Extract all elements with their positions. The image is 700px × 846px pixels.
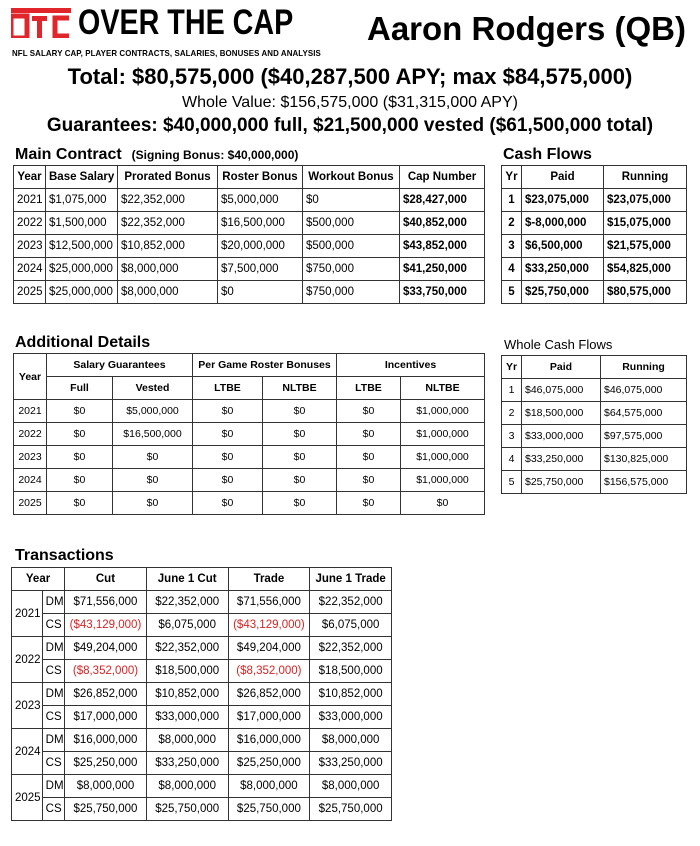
row-label: CS (42, 706, 64, 729)
additional-details-title: Additional Details (15, 334, 151, 351)
otc-logo-icon (11, 8, 71, 38)
table-cell: $17,000,000 (65, 706, 147, 729)
table-cell: $49,204,000 (228, 637, 310, 660)
table-cell: $33,250,000 (522, 258, 604, 281)
table-cell: ($43,129,000) (228, 614, 310, 637)
table-cell: $21,575,000 (604, 235, 687, 258)
table-cell: $10,852,000 (310, 683, 392, 706)
table-cell: ($43,129,000) (65, 614, 147, 637)
main-contract-table (13, 165, 485, 304)
table-row (12, 591, 392, 614)
table-cell: $0 (47, 423, 113, 446)
table-cell: $16,000,000 (228, 729, 310, 752)
table-cell: $8,000,000 (65, 775, 147, 798)
row-label: DM (42, 683, 64, 706)
row-label: DM (42, 729, 64, 752)
table-cell: $0 (193, 469, 263, 492)
table-cell: $49,204,000 (65, 637, 147, 660)
table-cell: $64,575,000 (601, 402, 687, 425)
table-cell: $33,000,000 (522, 425, 601, 448)
table-cell: 2022 (14, 423, 47, 446)
table-cell: $-8,000,000 (522, 212, 604, 235)
column-header: Cut (65, 568, 147, 591)
row-label: DM (42, 637, 64, 660)
transactions-table (11, 567, 392, 821)
column-header: Cap Number (400, 166, 485, 189)
column-header: Running (601, 356, 687, 379)
table-row (502, 448, 687, 471)
table-cell: $25,750,000 (146, 798, 228, 821)
table-cell: $25,750,000 (522, 471, 601, 494)
table-row (12, 706, 392, 729)
column-header: Full (47, 377, 113, 400)
table-cell: 5 (502, 281, 522, 304)
table-cell: $33,250,000 (146, 752, 228, 775)
column-header: Trade (228, 568, 310, 591)
table-cell: $0 (263, 492, 337, 515)
table-row (502, 281, 687, 304)
table-row (14, 400, 485, 423)
table-cell: $16,500,000 (218, 212, 303, 235)
table-cell: 2023 (14, 235, 46, 258)
column-header: Vested (113, 377, 193, 400)
table-cell: $20,000,000 (218, 235, 303, 258)
column-header: Paid (522, 356, 601, 379)
table-cell: 2021 (14, 400, 47, 423)
table-cell: $22,352,000 (310, 591, 392, 614)
row-label: CS (42, 752, 64, 775)
table-cell: $40,852,000 (400, 212, 485, 235)
table-cell: $23,075,000 (522, 189, 604, 212)
table-row (502, 471, 687, 494)
table-cell: $0 (113, 446, 193, 469)
table-cell: 2021 (14, 189, 46, 212)
table-header-row (502, 166, 687, 189)
group-header-row (14, 354, 485, 377)
table-cell: $0 (263, 446, 337, 469)
whole-value: Whole Value: $156,575,000 ($31,315,000 APY) (182, 94, 518, 111)
year-cell: 2023 (12, 683, 43, 729)
table-cell: 2023 (14, 446, 47, 469)
table-cell: $46,075,000 (601, 379, 687, 402)
table-header-row (14, 166, 485, 189)
table-cell: $18,500,000 (522, 402, 601, 425)
table-cell: $0 (401, 492, 485, 515)
table-cell: $0 (337, 469, 401, 492)
table-header-row (502, 356, 687, 379)
table-header-row (12, 568, 392, 591)
table-cell: $6,075,000 (310, 614, 392, 637)
guarantees: Guarantees: $40,000,000 full, $21,500,000 vested ($61,500,000 total) (46, 115, 654, 136)
table-cell: $22,352,000 (146, 591, 228, 614)
column-header: Yr (502, 166, 522, 189)
table-cell: $0 (337, 423, 401, 446)
table-row (12, 683, 392, 706)
table-cell: $500,000 (303, 212, 400, 235)
table-cell: $1,075,000 (46, 189, 118, 212)
table-cell: $22,352,000 (118, 189, 218, 212)
table-cell: $25,000,000 (46, 258, 118, 281)
table-cell: $16,500,000 (113, 423, 193, 446)
cash-flows-table (501, 165, 687, 304)
column-header: Salary Guarantees (47, 354, 193, 377)
table-row (12, 660, 392, 683)
table-cell: $750,000 (303, 281, 400, 304)
table-cell: $10,852,000 (118, 235, 218, 258)
table-cell: 3 (502, 425, 522, 448)
table-cell: $17,000,000 (228, 706, 310, 729)
table-cell: 2024 (14, 469, 47, 492)
sub-header-row (14, 377, 485, 400)
table-row (12, 729, 392, 752)
table-cell: $12,500,000 (46, 235, 118, 258)
column-header: Year (14, 354, 47, 400)
table-cell: $16,000,000 (65, 729, 147, 752)
table-row (12, 752, 392, 775)
brand-name: OVER THE CAP (78, 3, 294, 42)
table-cell: $1,000,000 (401, 469, 485, 492)
table-cell: $80,575,000 (604, 281, 687, 304)
table-cell: 2025 (14, 281, 46, 304)
table-cell: $7,500,000 (218, 258, 303, 281)
table-cell: $0 (193, 492, 263, 515)
table-cell: $18,500,000 (310, 660, 392, 683)
table-cell: $22,352,000 (146, 637, 228, 660)
column-header: Workout Bonus (303, 166, 400, 189)
table-cell: $8,000,000 (146, 729, 228, 752)
table-cell: $5,000,000 (113, 400, 193, 423)
table-cell: $6,075,000 (146, 614, 228, 637)
table-row (12, 798, 392, 821)
table-row (14, 258, 485, 281)
table-cell: $26,852,000 (228, 683, 310, 706)
column-header: Prorated Bonus (118, 166, 218, 189)
table-cell: $33,250,000 (310, 752, 392, 775)
table-cell: $25,000,000 (46, 281, 118, 304)
table-cell: $750,000 (303, 258, 400, 281)
table-cell: 2 (502, 212, 522, 235)
table-row (502, 425, 687, 448)
table-row (502, 379, 687, 402)
table-cell: $41,250,000 (400, 258, 485, 281)
column-header: Roster Bonus (218, 166, 303, 189)
column-header: June 1 Trade (310, 568, 392, 591)
table-cell: $0 (337, 446, 401, 469)
table-cell: $0 (193, 423, 263, 446)
column-header: Yr (502, 356, 522, 379)
table-cell: $25,750,000 (310, 798, 392, 821)
table-row (502, 402, 687, 425)
table-cell: $0 (113, 492, 193, 515)
main-contract-title (15, 146, 298, 164)
table-cell: $8,000,000 (228, 775, 310, 798)
table-cell: 2022 (14, 212, 46, 235)
table-row (502, 212, 687, 235)
table-row (12, 775, 392, 798)
table-cell: $43,852,000 (400, 235, 485, 258)
table-row (12, 614, 392, 637)
table-cell: $26,852,000 (65, 683, 147, 706)
table-cell: $5,000,000 (218, 189, 303, 212)
brand-tagline: NFL SALARY CAP, PLAYER CONTRACTS, SALARIES, BONUSES AND ANALYSIS (12, 48, 321, 58)
table-cell: $54,825,000 (604, 258, 687, 281)
column-header: NLTBE (263, 377, 337, 400)
table-cell: $25,250,000 (228, 752, 310, 775)
table-cell: $28,427,000 (400, 189, 485, 212)
table-cell: $8,000,000 (310, 775, 392, 798)
table-cell: $500,000 (303, 235, 400, 258)
table-cell: $33,000,000 (310, 706, 392, 729)
table-row (14, 492, 485, 515)
table-cell: $71,556,000 (228, 591, 310, 614)
column-header: Per Game Roster Bonuses (193, 354, 337, 377)
table-cell: $97,575,000 (601, 425, 687, 448)
table-cell: $156,575,000 (601, 471, 687, 494)
table-row (14, 446, 485, 469)
table-cell: $1,000,000 (401, 423, 485, 446)
table-cell: $23,075,000 (604, 189, 687, 212)
row-label: CS (42, 660, 64, 683)
table-cell: 3 (502, 235, 522, 258)
row-label: DM (42, 591, 64, 614)
table-cell: $6,500,000 (522, 235, 604, 258)
table-cell: $33,000,000 (146, 706, 228, 729)
row-label: CS (42, 614, 64, 637)
column-header: Base Salary (46, 166, 118, 189)
table-cell: $8,000,000 (118, 258, 218, 281)
table-cell: ($8,352,000) (228, 660, 310, 683)
table-cell: $0 (263, 400, 337, 423)
table-cell: $0 (47, 446, 113, 469)
table-cell: $130,825,000 (601, 448, 687, 471)
table-cell: 2025 (14, 492, 47, 515)
table-cell: $25,750,000 (522, 281, 604, 304)
table-cell: $0 (47, 469, 113, 492)
table-row (12, 637, 392, 660)
table-cell: $0 (47, 400, 113, 423)
column-header: Paid (522, 166, 604, 189)
row-label: DM (42, 775, 64, 798)
table-cell: $0 (193, 446, 263, 469)
table-cell: $25,750,000 (65, 798, 147, 821)
whole-cash-flows-title: Whole Cash Flows (504, 337, 613, 352)
table-row (502, 235, 687, 258)
table-cell: $25,750,000 (228, 798, 310, 821)
table-cell: $18,500,000 (146, 660, 228, 683)
transactions-title: Transactions (15, 547, 114, 564)
table-cell: $8,000,000 (146, 775, 228, 798)
table-row (502, 258, 687, 281)
table-cell: $1,500,000 (46, 212, 118, 235)
column-header: NLTBE (401, 377, 485, 400)
table-cell: $0 (47, 492, 113, 515)
additional-details-table (13, 353, 485, 515)
table-cell: $22,352,000 (118, 212, 218, 235)
table-row (502, 189, 687, 212)
table-cell: $1,000,000 (401, 400, 485, 423)
table-cell: $1,000,000 (401, 446, 485, 469)
table-row (14, 281, 485, 304)
table-cell: $0 (218, 281, 303, 304)
column-header: Incentives (337, 354, 485, 377)
year-cell: 2024 (12, 729, 43, 775)
table-cell: $0 (263, 469, 337, 492)
table-cell: $46,075,000 (522, 379, 601, 402)
column-header: Year (14, 166, 46, 189)
table-row (14, 469, 485, 492)
table-cell: ($8,352,000) (65, 660, 147, 683)
table-cell: $0 (193, 400, 263, 423)
table-cell: $25,250,000 (65, 752, 147, 775)
table-cell: $71,556,000 (65, 591, 147, 614)
cash-flows-title: Cash Flows (503, 146, 592, 163)
column-header: June 1 Cut (146, 568, 228, 591)
table-cell: $0 (263, 423, 337, 446)
row-label: CS (42, 798, 64, 821)
table-row (14, 235, 485, 258)
table-cell: 4 (502, 448, 522, 471)
table-cell: 2 (502, 402, 522, 425)
table-row (14, 212, 485, 235)
table-cell: 1 (502, 189, 522, 212)
table-cell: $0 (113, 469, 193, 492)
year-cell: 2022 (12, 637, 43, 683)
table-cell: $0 (303, 189, 400, 212)
contract-total: Total: $80,575,000 ($40,287,500 APY; max $84,575,000) (67, 64, 633, 89)
table-cell: $8,000,000 (118, 281, 218, 304)
table-cell: 2024 (14, 258, 46, 281)
table-cell: 4 (502, 258, 522, 281)
table-row (14, 189, 485, 212)
table-cell: 5 (502, 471, 522, 494)
table-cell: $33,750,000 (400, 281, 485, 304)
column-header: LTBE (193, 377, 263, 400)
table-cell: $0 (337, 492, 401, 515)
table-cell: 1 (502, 379, 522, 402)
main-contract-title-text: Main Contract (15, 146, 122, 163)
table-cell: $33,250,000 (522, 448, 601, 471)
signing-bonus: (Signing Bonus: $40,000,000) (131, 148, 299, 162)
column-header: Year (12, 568, 65, 591)
year-cell: 2025 (12, 775, 43, 821)
table-cell: $8,000,000 (310, 729, 392, 752)
year-cell: 2021 (12, 591, 43, 637)
table-cell: $10,852,000 (146, 683, 228, 706)
column-header: LTBE (337, 377, 401, 400)
table-cell: $22,352,000 (310, 637, 392, 660)
table-cell: $0 (337, 400, 401, 423)
column-header: Running (604, 166, 687, 189)
table-row (14, 423, 485, 446)
player-name: Aaron Rodgers (QB) (366, 10, 686, 47)
whole-cash-flows-table (501, 355, 687, 494)
table-cell: $15,075,000 (604, 212, 687, 235)
